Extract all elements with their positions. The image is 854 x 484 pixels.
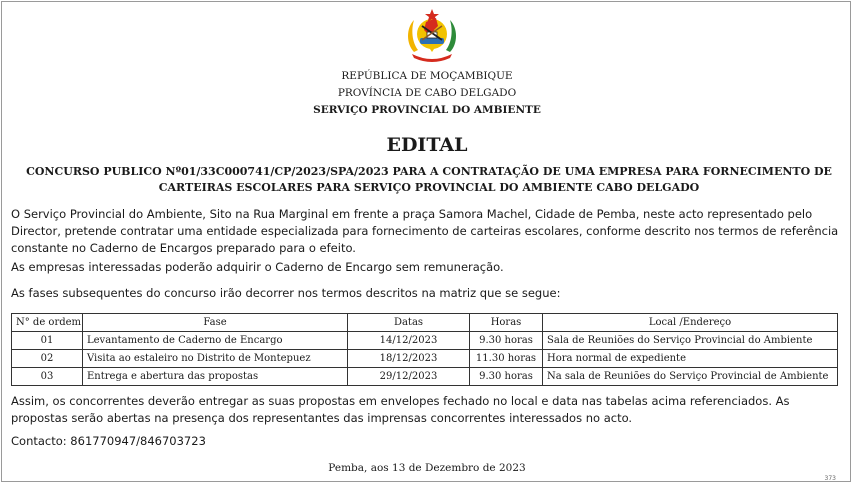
cell-location: Hora normal de expediente bbox=[543, 350, 838, 368]
cell-hour: 11.30 horas bbox=[470, 350, 543, 368]
column-header-dates: Datas bbox=[348, 314, 470, 332]
cell-phase: Levantamento de Caderno de Encargo bbox=[83, 332, 348, 350]
header-province: PROVÍNCIA DE CABO DELGADO bbox=[337, 87, 517, 99]
cell-location: Na sala de Reuniões do Serviço Provincial de Ambiente bbox=[543, 368, 838, 386]
document-subtitle: CONCURSO PUBLICO Nº01/33C000741/CP/2023/SPA/2023 PARA A CONTRATAÇÃO DE UMA EMPRESA PARA FORNECIMENTO DE CARTEIRAS ESCOLARES PARA SERVIÇO PROVINCIAL DO AMBIENTE CABO DELGADO bbox=[26, 165, 832, 194]
mozambique-coat-of-arms-icon bbox=[400, 8, 464, 64]
phases-table bbox=[11, 313, 838, 386]
acquisition-paragraph: As empresas interessadas poderão adquirir o Caderno de Encargo sem remuneração. bbox=[11, 260, 504, 274]
column-header-phase: Fase bbox=[83, 314, 348, 332]
cell-phase: Entrega e abertura das propostas bbox=[83, 368, 348, 386]
contact-line: Contacto: 861770947/846703723 bbox=[11, 434, 206, 448]
cell-phase: Visita ao estaleiro no Distrito de Montepuez bbox=[83, 350, 348, 368]
cell-order: 03 bbox=[12, 368, 83, 386]
document-frame bbox=[1, 1, 851, 482]
column-header-order: N° de ordem bbox=[12, 314, 83, 332]
document-title: EDITAL bbox=[386, 134, 468, 156]
intro-paragraph: O Serviço Provincial do Ambiente, Sito na Rua Marginal em frente a praça Samora Machel, Cidade de Pemba, neste acto representado pelo Director, pretende contratar uma entidade especializada para fornecimento de carteiras escolares, conforme descrito nos termos de referência constante no Caderno de Encargos preparado para o efeito. bbox=[11, 207, 839, 255]
header-service: SERVIÇO PROVINCIAL DO AMBIENTE bbox=[313, 104, 541, 116]
cell-date: 14/12/2023 bbox=[348, 332, 470, 350]
cell-order: 01 bbox=[12, 332, 83, 350]
table-row bbox=[12, 332, 838, 350]
table-row bbox=[12, 368, 838, 386]
column-header-hours: Horas bbox=[470, 314, 543, 332]
phases-intro-paragraph: As fases subsequentes do concurso irão decorrer nos termos descritos na matriz que se segue: bbox=[11, 286, 561, 300]
cell-order: 02 bbox=[12, 350, 83, 368]
cell-hour: 9.30 horas bbox=[470, 368, 543, 386]
header-republic: REPÚBLICA DE MOÇAMBIQUE bbox=[341, 70, 513, 82]
page-code: 373 bbox=[824, 475, 836, 482]
signature-date: Pemba, aos 13 de Dezembro de 2023 bbox=[328, 462, 526, 474]
cell-location: Sala de Reuniões do Serviço Provincial do Ambiente bbox=[543, 332, 838, 350]
cell-hour: 9.30 horas bbox=[470, 332, 543, 350]
cell-date: 29/12/2023 bbox=[348, 368, 470, 386]
table-header-row bbox=[12, 314, 838, 332]
table-row bbox=[12, 350, 838, 368]
submission-paragraph: Assim, os concorrentes deverão entregar as suas propostas em envelopes fechado no local e data nas tabelas acima referenciados. As propostas serão abertas na presença dos representantes das imprensas concorrentes interessados no acto. bbox=[11, 394, 790, 425]
column-header-location: Local /Endereço bbox=[543, 314, 838, 332]
cell-date: 18/12/2023 bbox=[348, 350, 470, 368]
